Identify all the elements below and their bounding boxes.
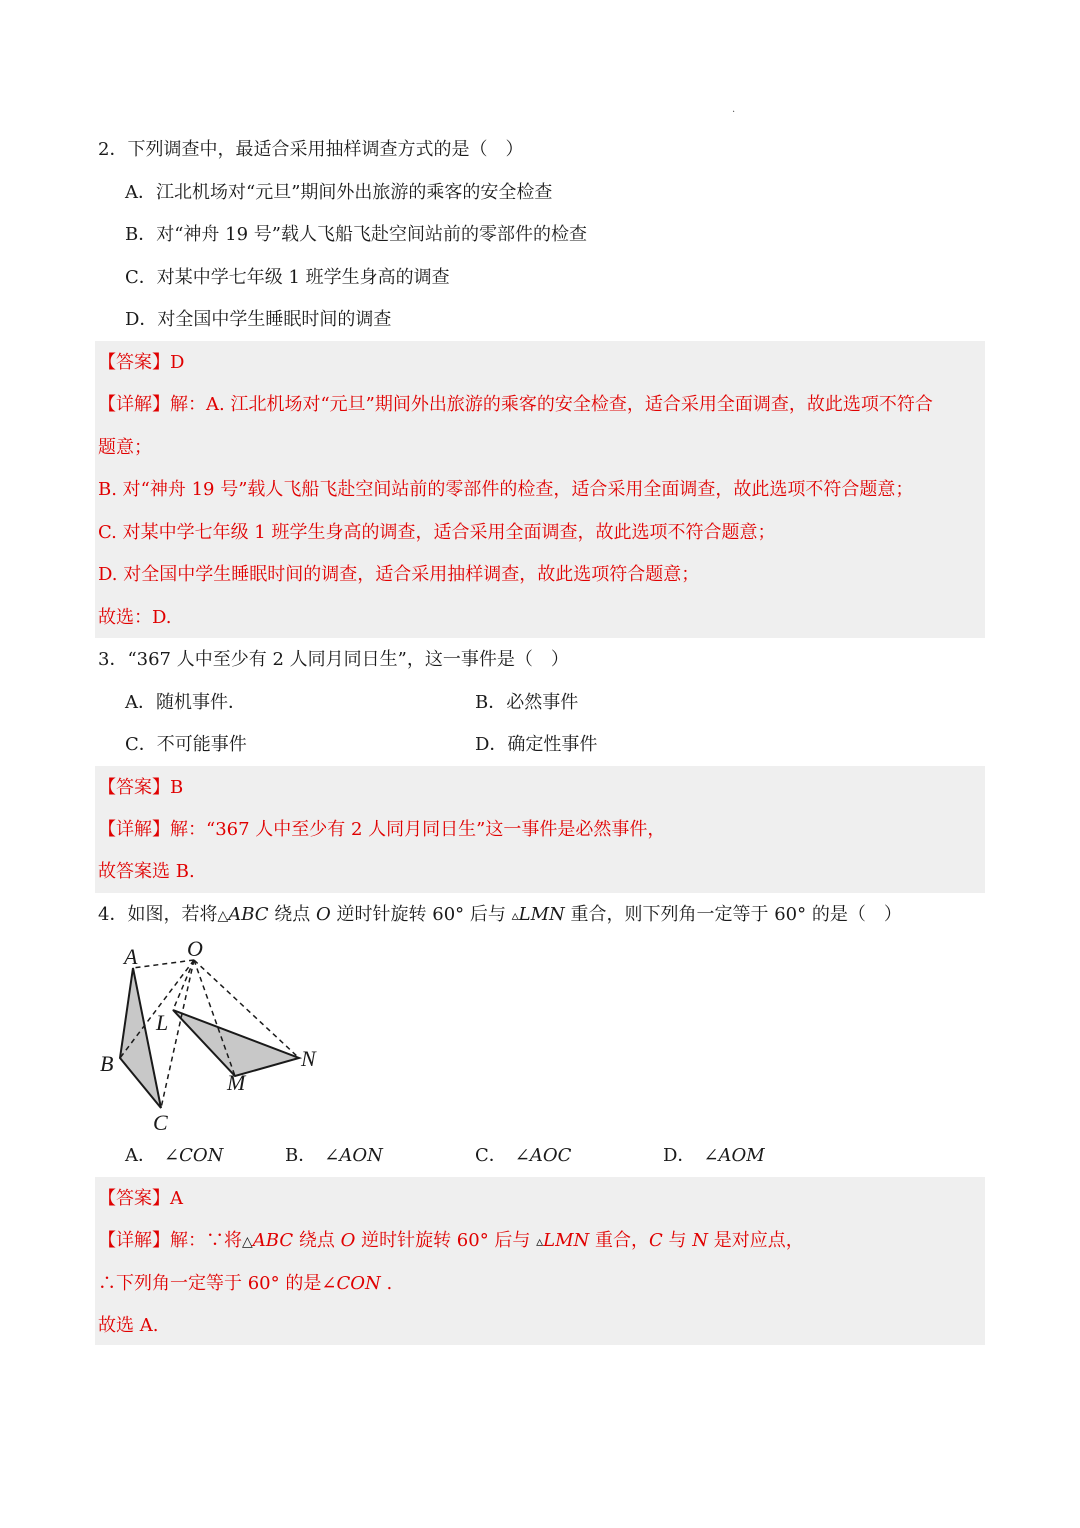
q2-option-b: B．对“神舟 19 号”载人飞船飞赴空间站前的零部件的检查 [125,224,587,245]
q4-detail-line-3: 故选 A. [98,1315,159,1336]
option-letter: B． [285,1145,317,1166]
triangle-lmn: LMN [518,904,565,925]
detail-text: 解：“367 人中至少有 2 人同月同日生”这一事件是必然事件， [170,819,666,840]
angle-symbol: ∠ [321,1273,337,1294]
point-c: C [649,1230,663,1251]
q2-detail-line-6: 故选：D. [98,607,172,628]
option-letter: D． [663,1145,696,1166]
q4-detail-line-2 [98,1272,392,1296]
q2-option-c: C．对某中学七年级 1 班学生身高的调查 [125,267,450,288]
q3-option-a: A．随机事件． [125,692,246,713]
detail-tag: 【详解】 [98,1230,170,1251]
stem-text: 重合，则下列角一定等于 60° 的是（ ） [564,904,902,925]
q3-option-b: B．必然事件 [475,692,579,713]
answer-value: B [170,777,184,798]
q2-detail-line-3: B. 对“神舟 19 号”载人飞船飞赴空间站前的零部件的检查，适合采用全面调查，故此选项不符合题意； [98,479,914,500]
label-b: B [100,1051,114,1076]
q4-option-a [125,1144,223,1168]
stem-text: 逆时针旋转 60° 后与 [330,904,512,925]
q2-option-a: A．江北机场对“元旦”期间外出旅游的乘客的安全检查 [125,182,553,203]
q4-answer [98,1187,183,1211]
point-o: O [340,1230,356,1251]
q2-detail-line-1 [98,393,933,417]
q3-detail-line-1 [98,818,665,842]
answer-value: D [170,352,185,373]
angle-name: AOC [529,1145,572,1166]
label-a: A [124,944,138,969]
triangle-symbol: ▵ [536,1234,544,1250]
angle-name: CON [179,1145,224,1166]
answer-value: A [170,1188,183,1209]
answer-tag: 【答案】 [98,352,170,373]
detail-text: 解：A. 江北机场对“元旦”期间外出旅游的乘客的安全检查，适合采用全面调查，故此选项不符合 [170,394,933,415]
detail-text: 逆时针旋转 60° 后与 [355,1230,537,1251]
q4-answer-box [95,1177,985,1345]
triangle-lmn: LMN [543,1230,590,1251]
angle-symbol: ∠ [324,1145,340,1166]
q3-option-d: D．确定性事件 [475,734,598,755]
detail-text: 是对应点， [708,1230,804,1251]
label-m: M [227,1070,246,1095]
angle-symbol: ∠ [164,1145,180,1166]
point-o: O [316,904,331,925]
q4-option-d [663,1144,765,1168]
triangle-abc: ABC [252,1230,294,1251]
label-n: N [301,1046,316,1071]
triangle-abc: ABC [228,904,269,925]
detail-text: 重合， [589,1230,650,1251]
answer-tag: 【答案】 [98,1188,170,1209]
stem-text: 4．如图，若将 [98,904,218,925]
q2-detail-line-4: C. 对某中学七年级 1 班学生身高的调查，适合采用全面调查，故此选项不符合题意； [98,522,776,543]
label-c: C [153,1110,168,1135]
detail-tag: 【详解】 [98,819,170,840]
point-n: N [692,1230,709,1251]
option-letter: C． [475,1145,507,1166]
angle-name: AON [339,1145,383,1166]
angle-symbol: ∠ [703,1145,719,1166]
triangle-abc-shape [120,968,161,1108]
detail-text: 解：∵将 [170,1230,242,1251]
q2-option-d: D．对全国中学生睡眠时间的调查 [125,309,392,330]
q3-stem: 3．“367 人中至少有 2 人同月同日生”，这一事件是（ ） [98,649,569,670]
label-l: L [156,1010,169,1035]
rotation-figure [95,930,335,1140]
q3-detail-line-2: 故答案选 B. [98,861,195,882]
q4-stem [98,903,902,928]
triangle-symbol: △ [242,1234,253,1250]
angle-name: AOM [718,1145,765,1166]
q4-option-b [285,1144,383,1168]
detail-tag: 【详解】 [98,394,170,415]
answer-tag: 【答案】 [98,777,170,798]
label-o: O [187,936,203,961]
angle-symbol: ∠ [514,1145,530,1166]
q3-option-c: C．不可能事件 [125,734,247,755]
detail-text: . [380,1273,393,1294]
detail-text: 绕点 [293,1230,341,1251]
option-letter: A． [125,1145,156,1166]
q3-answer [98,776,183,800]
triangle-symbol: △ [217,908,229,924]
triangle-lmn-shape [173,1010,299,1076]
q2-detail-line-2: 题意； [98,437,152,458]
page-dot: . [732,104,736,115]
triangle-symbol: ▵ [511,908,519,924]
q4-option-c [475,1144,571,1168]
stem-text: 绕点 [268,904,317,925]
q4-detail-line-1 [98,1229,804,1254]
q2-stem: 2．下列调查中，最适合采用抽样调查方式的是（ ） [98,139,524,160]
detail-text: 与 [662,1230,693,1251]
angle-name: CON [336,1273,381,1294]
detail-text: ∴下列角一定等于 60° 的是 [98,1273,322,1294]
q2-detail-line-5: D. 对全国中学生睡眠时间的调查，适合采用抽样调查，故此选项符合题意； [98,564,700,585]
q2-answer [98,351,184,375]
